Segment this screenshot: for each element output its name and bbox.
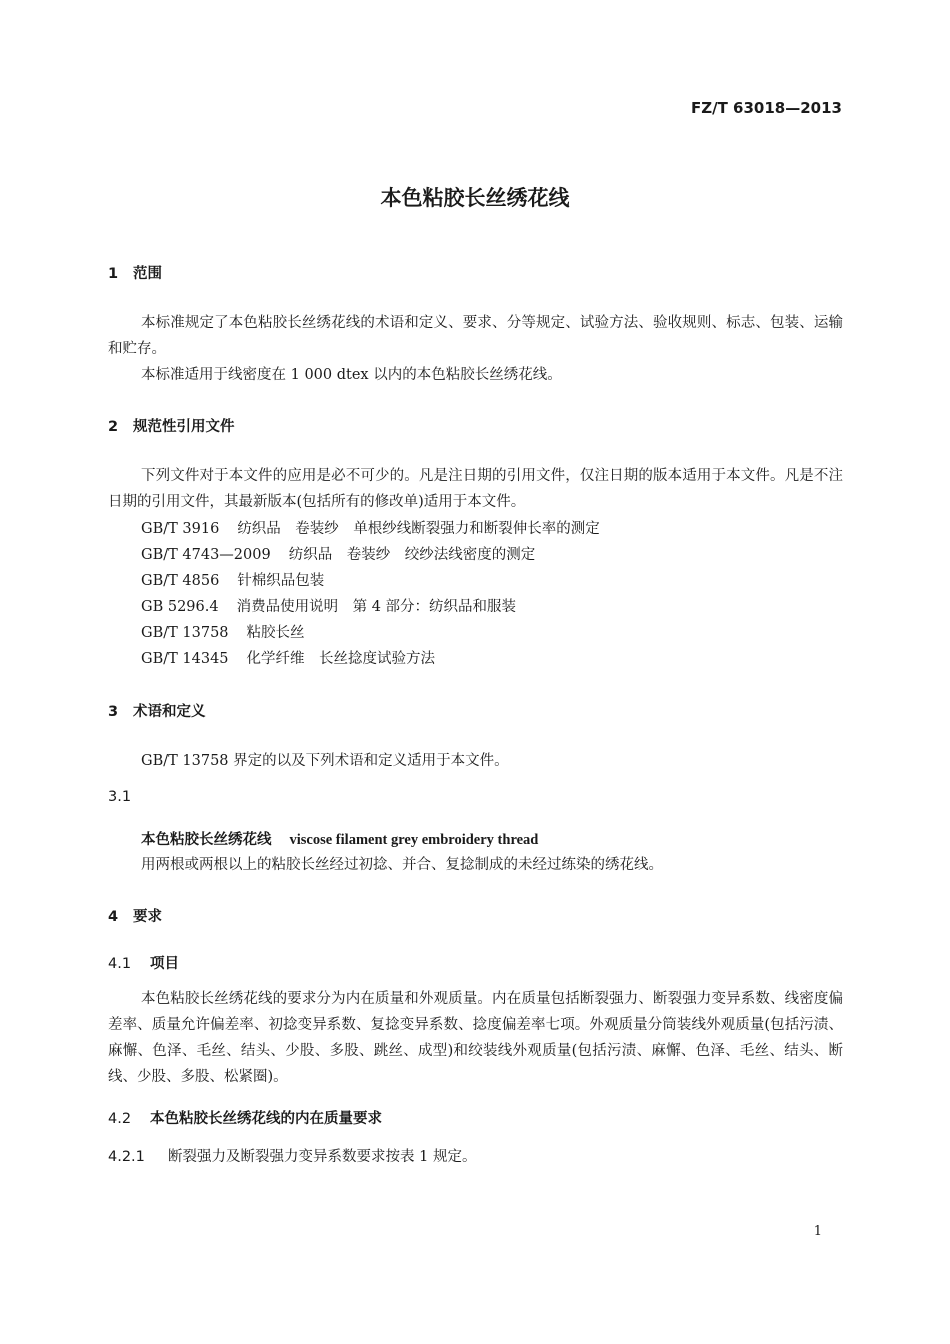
term-english: viscose filament grey embroidery thread <box>289 832 539 848</box>
subsection-number: 4.1 <box>108 956 132 972</box>
subsection-heading-intrinsic <box>108 1107 382 1128</box>
reference-title: 针棉织品包装 <box>237 573 325 589</box>
terms-intro: GB/T 13758 界定的以及下列术语和定义适用于本文件。 <box>141 753 509 769</box>
section-heading-terms <box>108 700 206 721</box>
term-definition: 用两根或两根以上的粘胶长丝经过初捻、并合、复捻制成的未经过练染的绣花线。 <box>141 857 663 873</box>
section-number: 1 <box>108 266 119 282</box>
reference-item <box>141 569 342 590</box>
clause-text: 断裂强力及断裂强力变异系数要求按表 1 规定。 <box>168 1149 477 1165</box>
section-number: 3 <box>108 704 119 720</box>
section-title: 要求 <box>133 909 162 925</box>
section-title: 范围 <box>133 266 162 282</box>
reference-item <box>141 595 534 616</box>
reference-title: 粘胶长丝 <box>246 625 305 641</box>
reference-code: GB/T 3916 <box>141 521 220 537</box>
reference-code: GB/T 14345 <box>141 651 229 667</box>
subsection-title: 本色粘胶长丝绣花线的内在质量要求 <box>150 1111 382 1127</box>
reference-item <box>141 621 323 642</box>
section-heading-normative <box>108 415 235 436</box>
reference-item <box>141 543 553 564</box>
subsection-title: 项目 <box>150 956 179 972</box>
scope-paragraph-2: 本标准适用于线密度在 1 000 dtex 以内的本色粘胶长丝绣花线。 <box>141 367 562 383</box>
section-title: 规范性引用文件 <box>133 419 235 435</box>
page-number: 1 <box>813 1224 822 1239</box>
reference-code: GB/T 4743—2009 <box>141 547 271 563</box>
reference-code: GB/T 13758 <box>141 625 229 641</box>
clause-4-2-1 <box>108 1145 476 1166</box>
normative-intro: 下列文件对于本文件的应用是必不可少的。凡是注日期的引用文件，仅注日期的版本适用于本文件。凡是不注日期的引用文件，其最新版本(包括所有的修改单)适用于本文件。 <box>108 468 843 510</box>
section-number: 2 <box>108 419 119 435</box>
scope-paragraph-1: 本标准规定了本色粘胶长丝绣花线的术语和定义、要求、分等规定、试验方法、验收规则、标志、包装、运输和贮存。 <box>108 315 843 357</box>
reference-code: GB 5296.4 <box>141 599 219 615</box>
document-title: 本色粘胶长丝绣花线 <box>380 186 570 210</box>
reference-item <box>141 647 453 668</box>
section-heading-scope <box>108 262 162 283</box>
standard-number: FZ/T 63018—2013 <box>691 99 842 117</box>
section-heading-requirements <box>108 905 162 926</box>
subsection-number: 4.2 <box>108 1111 132 1127</box>
reference-title: 纺织品 卷装纱 单根纱线断裂强力和断裂伸长率的测定 <box>237 521 600 537</box>
section-title: 术语和定义 <box>133 704 206 720</box>
term-number: 3.1 <box>108 789 132 805</box>
reference-item <box>141 517 618 538</box>
reference-code: GB/T 4856 <box>141 573 220 589</box>
subsection-heading-items <box>108 952 179 973</box>
reference-title: 化学纤维 长丝捻度试验方法 <box>246 651 436 667</box>
reference-title: 纺织品 卷装纱 绞纱法线密度的测定 <box>288 547 536 563</box>
items-paragraph: 本色粘胶长丝绣花线的要求分为内在质量和外观质量。内在质量包括断裂强力、断裂强力变异系数、线密度偏差率、质量允许偏差率、初捻变异系数、复捻变异系数、捻度偏差率七项。外观质量分筒装线外观质量(包括污渍、麻懈、色泽、毛丝、结头、少股、多股、跳丝、成型)和绞装线外观质量(包括污渍、麻懈、色泽、毛丝、结头、断线、少股、多股、松紧圈)。 <box>108 991 843 1085</box>
section-number: 4 <box>108 909 119 925</box>
term-chinese: 本色粘胶长丝绣花线 <box>141 832 272 848</box>
clause-number: 4.2.1 <box>108 1149 145 1165</box>
term-entry <box>141 828 538 849</box>
reference-title: 消费品使用说明 第 4 部分：纺织品和服装 <box>236 599 517 615</box>
